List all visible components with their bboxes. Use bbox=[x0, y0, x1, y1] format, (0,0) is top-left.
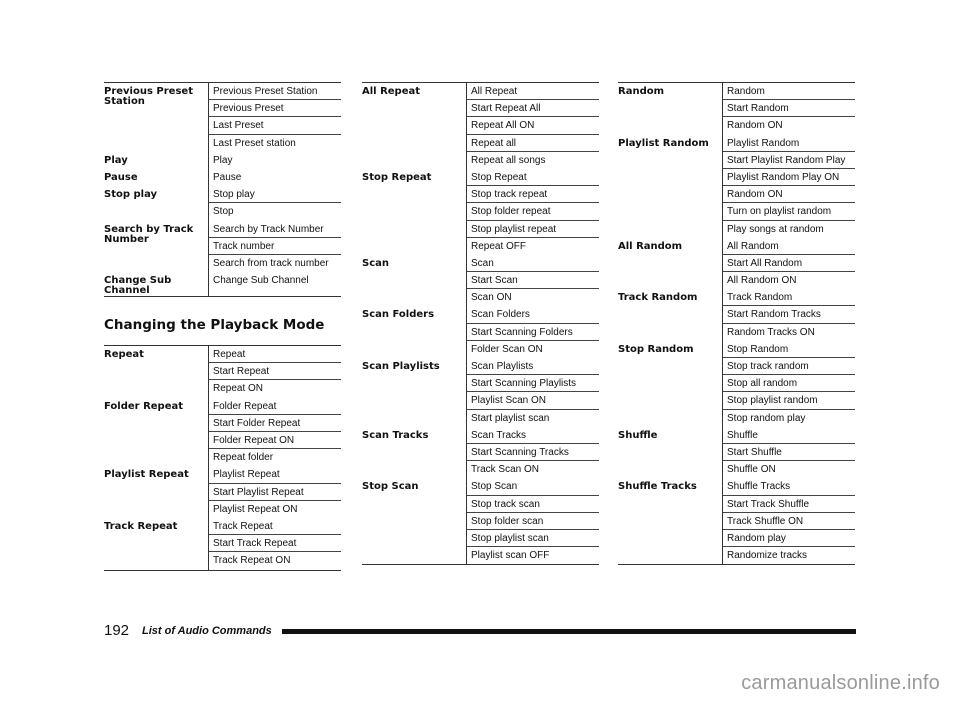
command-name: Stop Random bbox=[618, 343, 694, 355]
command-phrase: Scan Playlists bbox=[467, 358, 599, 375]
command-row bbox=[104, 169, 341, 186]
command-phrase: Stop playlist repeat bbox=[467, 221, 599, 238]
command-phrases bbox=[209, 221, 342, 273]
command-phrase: Repeat all bbox=[467, 135, 599, 152]
command-phrase: Track Random bbox=[723, 289, 855, 306]
command-row bbox=[104, 186, 341, 220]
command-phrase: Playlist Scan ON bbox=[467, 392, 599, 409]
command-phrase: Random bbox=[723, 83, 855, 100]
command-name: Change Sub Channel bbox=[104, 272, 209, 297]
command-phrase: Track Scan ON bbox=[471, 464, 539, 476]
command-name: Stop Scan bbox=[362, 478, 467, 564]
command-row bbox=[618, 238, 855, 290]
command-phrase: Scan bbox=[467, 255, 599, 272]
command-phrase: Folder Repeat bbox=[209, 398, 341, 415]
command-phrase: Repeat OFF bbox=[471, 240, 527, 252]
command-row bbox=[618, 341, 855, 427]
command-name: Track Random bbox=[618, 292, 698, 304]
command-phrase: Stop bbox=[213, 206, 234, 218]
command-phrase: Start Playlist Random Play bbox=[723, 152, 855, 169]
command-name: Pause bbox=[104, 171, 138, 183]
command-phrase: Last Preset station bbox=[213, 137, 296, 149]
command-phrases bbox=[467, 358, 600, 427]
command-row bbox=[362, 169, 599, 255]
command-phrase: Start Track Shuffle bbox=[723, 496, 855, 513]
command-phrase: Play songs at random bbox=[727, 223, 824, 235]
command-row bbox=[104, 221, 341, 273]
command-row bbox=[362, 306, 599, 358]
command-phrase: Stop folder repeat bbox=[467, 203, 599, 220]
command-phrase: Start Repeat bbox=[209, 363, 341, 380]
command-phrase: Track Repeat ON bbox=[213, 555, 291, 567]
command-phrase: Randomize tracks bbox=[727, 550, 808, 562]
command-phrase: Search by Track Number bbox=[209, 221, 341, 238]
footer-title: List of Audio Commands bbox=[142, 625, 272, 637]
footer-rule bbox=[282, 629, 856, 634]
command-phrase: Start All Random bbox=[723, 255, 855, 272]
command-row bbox=[618, 289, 855, 341]
command-phrase: Stop Scan bbox=[467, 478, 599, 495]
command-phrases bbox=[209, 152, 342, 169]
command-phrase: Folder Scan ON bbox=[471, 343, 543, 355]
command-phrases bbox=[209, 83, 342, 152]
command-phrase: Change Sub Channel bbox=[213, 275, 309, 287]
command-phrase: Repeat All ON bbox=[467, 117, 599, 134]
command-name: Scan Folders bbox=[362, 309, 435, 321]
command-phrase: Scan Tracks bbox=[467, 427, 599, 444]
command-phrase: Stop playlist scan bbox=[467, 530, 599, 547]
command-row bbox=[104, 83, 341, 152]
command-phrase: Shuffle ON bbox=[727, 464, 776, 476]
command-phrase: Repeat bbox=[209, 346, 341, 363]
command-phrase: Stop play bbox=[209, 186, 341, 203]
command-phrase: Stop track repeat bbox=[467, 186, 599, 203]
command-phrase: Stop playlist random bbox=[723, 392, 855, 409]
command-phrases bbox=[209, 466, 342, 518]
command-phrase: Search from track number bbox=[213, 257, 329, 269]
command-table bbox=[104, 82, 341, 297]
command-table bbox=[104, 345, 341, 570]
command-phrases bbox=[209, 518, 342, 570]
command-row bbox=[362, 427, 599, 479]
command-phrase: Start Track Repeat bbox=[209, 535, 341, 552]
command-row bbox=[104, 398, 341, 467]
command-phrases bbox=[467, 427, 600, 479]
command-row bbox=[362, 478, 599, 564]
command-phrase: Random play bbox=[723, 530, 855, 547]
command-name: Playlist Random bbox=[618, 137, 709, 149]
command-row bbox=[618, 478, 855, 564]
watermark: carmanualsonline.info bbox=[741, 672, 940, 694]
command-name: Previous Preset Station bbox=[104, 83, 209, 152]
command-phrase: Scan Folders bbox=[467, 306, 599, 323]
command-phrases bbox=[209, 186, 342, 220]
command-name: Repeat bbox=[104, 346, 209, 398]
command-row bbox=[618, 83, 855, 135]
command-phrases bbox=[723, 478, 856, 564]
command-row bbox=[104, 346, 341, 398]
command-phrase: Pause bbox=[213, 171, 242, 183]
command-phrase: Previous Preset Station bbox=[209, 83, 341, 100]
command-name: Folder Repeat bbox=[104, 400, 184, 412]
command-name: Playlist Repeat bbox=[104, 469, 189, 481]
command-phrase: Track Repeat bbox=[209, 518, 341, 535]
command-phrase: Playlist Random Play ON bbox=[723, 169, 855, 186]
command-phrase: Playlist scan OFF bbox=[471, 550, 550, 562]
command-row bbox=[104, 272, 341, 297]
command-phrase: Previous Preset bbox=[209, 100, 341, 117]
command-phrases bbox=[209, 169, 342, 186]
command-phrases bbox=[723, 427, 856, 479]
command-phrase: Stop track random bbox=[723, 358, 855, 375]
command-phrase: Stop random play bbox=[727, 412, 806, 424]
command-phrase: Start Random bbox=[723, 100, 855, 117]
command-phrases bbox=[723, 289, 856, 341]
section-title: Changing the Playback Mode bbox=[104, 317, 325, 334]
command-phrase: Scan ON bbox=[471, 292, 512, 304]
command-phrases bbox=[723, 135, 856, 238]
command-phrase: Turn on playlist random bbox=[723, 203, 855, 220]
command-phrase: Playlist Random bbox=[723, 135, 855, 152]
command-name: Search by Track Number bbox=[104, 223, 194, 245]
command-phrase: Start Playlist Repeat bbox=[209, 484, 341, 501]
command-phrase: Last Preset bbox=[209, 117, 341, 134]
command-phrases bbox=[723, 83, 856, 135]
command-name: All Repeat bbox=[362, 83, 467, 169]
command-row bbox=[362, 83, 599, 169]
command-phrase: All Repeat bbox=[467, 83, 599, 100]
command-phrase: Stop all random bbox=[723, 375, 855, 392]
command-name: Stop Repeat bbox=[362, 171, 432, 183]
command-row bbox=[618, 135, 855, 238]
command-phrase: Start Scanning Playlists bbox=[467, 375, 599, 392]
command-phrase: Folder Repeat ON bbox=[209, 432, 341, 449]
page-number: 192 bbox=[104, 622, 130, 639]
column-right bbox=[618, 82, 855, 565]
command-name: Scan bbox=[362, 257, 389, 269]
command-phrase: Start Shuffle bbox=[723, 444, 855, 461]
column-middle bbox=[362, 82, 599, 565]
command-row bbox=[104, 518, 341, 570]
command-phrase: Playlist Repeat ON bbox=[213, 503, 298, 515]
command-phrase: Start Random Tracks bbox=[723, 306, 855, 323]
command-phrase: Start Scan bbox=[467, 272, 599, 289]
command-table bbox=[362, 82, 599, 565]
command-phrase: Repeat folder bbox=[213, 452, 274, 464]
command-phrases bbox=[209, 398, 342, 467]
command-phrase: Stop track scan bbox=[467, 496, 599, 513]
command-name: Track Repeat bbox=[104, 518, 209, 570]
command-phrase: Random Tracks ON bbox=[727, 326, 815, 338]
command-row bbox=[104, 152, 341, 169]
command-phrases bbox=[723, 238, 856, 290]
command-name: Random bbox=[618, 83, 723, 135]
command-row bbox=[104, 466, 341, 518]
command-phrase: Shuffle bbox=[723, 427, 855, 444]
command-phrases bbox=[209, 272, 342, 297]
command-phrases bbox=[723, 341, 856, 427]
page-footer bbox=[104, 622, 856, 640]
command-phrase: Start Scanning Tracks bbox=[467, 444, 599, 461]
command-phrase: Random ON bbox=[723, 186, 855, 203]
command-phrase: Play bbox=[213, 154, 233, 166]
command-phrase: Stop Random bbox=[723, 341, 855, 358]
command-name: All Random bbox=[618, 240, 683, 252]
command-phrases bbox=[467, 478, 600, 564]
command-name: Shuffle Tracks bbox=[618, 478, 723, 564]
command-table bbox=[618, 82, 855, 565]
command-phrases bbox=[467, 169, 600, 255]
command-phrases bbox=[467, 255, 600, 307]
command-phrase: Start Scanning Folders bbox=[467, 324, 599, 341]
command-phrase: Playlist Repeat bbox=[209, 466, 341, 483]
command-row bbox=[362, 255, 599, 307]
command-row bbox=[362, 358, 599, 427]
command-phrase: Random ON bbox=[727, 120, 783, 132]
command-phrase: Shuffle Tracks bbox=[723, 478, 855, 495]
command-phrase: Stop Repeat bbox=[467, 169, 599, 186]
command-phrases bbox=[467, 306, 600, 358]
command-phrases bbox=[209, 346, 342, 398]
command-phrase: Repeat ON bbox=[213, 383, 264, 395]
column-left bbox=[104, 82, 341, 571]
command-phrase: Stop folder scan bbox=[467, 513, 599, 530]
command-phrase: Track number bbox=[209, 238, 341, 255]
command-phrase: All Random ON bbox=[727, 275, 797, 287]
command-name: Scan Playlists bbox=[362, 361, 440, 372]
command-phrase: All Random bbox=[723, 238, 855, 255]
command-phrase: Start Repeat All bbox=[467, 100, 599, 117]
command-name: Scan Tracks bbox=[362, 429, 429, 441]
command-name: Shuffle bbox=[618, 429, 658, 441]
command-phrase: Start Folder Repeat bbox=[209, 415, 341, 432]
command-row bbox=[618, 427, 855, 479]
command-phrase: Track Shuffle ON bbox=[723, 513, 855, 530]
command-phrases bbox=[467, 83, 600, 169]
command-name: Stop play bbox=[104, 189, 158, 201]
command-phrase: Start playlist scan bbox=[471, 412, 550, 424]
command-name: Play bbox=[104, 154, 128, 166]
command-phrase: Repeat all songs bbox=[471, 154, 546, 166]
